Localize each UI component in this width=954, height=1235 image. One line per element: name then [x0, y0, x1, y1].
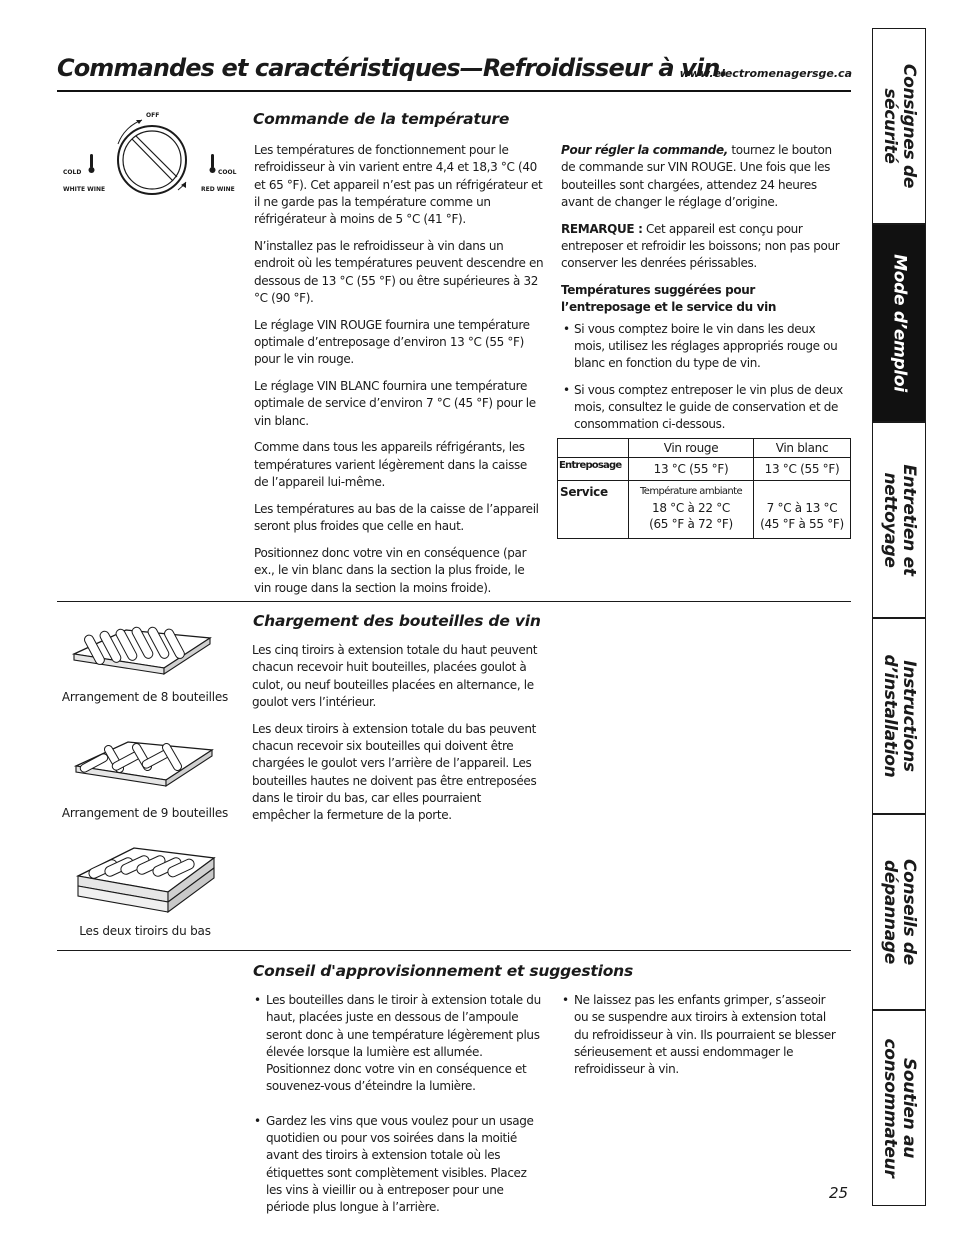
adjust-lead: Pour régler la commande,: [561, 143, 728, 157]
section-divider: [57, 950, 851, 951]
tips-list-left: [252, 992, 544, 1217]
temp-paragraph: Positionnez donc votre vin en conséquence (par ex., le vin blanc dans la section la plus froide, le vin rouge dans la section la moins froide).: [254, 545, 527, 595]
adjust-text: tournez le bouton de commande sur VIN ROUGE. Une fois que les bouteilles sont chargées, attendez 24 heures avant de changer le réglage d’origine.: [561, 143, 832, 209]
temperature-table-wrapper: [557, 438, 851, 539]
table-row: [558, 481, 851, 539]
loading-text-column: [252, 642, 542, 824]
page-number: 25: [829, 1184, 849, 1202]
row-label-service: Service: [558, 481, 629, 539]
caption-8-bottles: Arrangement de 8 bouteilles: [61, 690, 229, 704]
service-white-celsius: 7 °C à 13 °C: [766, 501, 838, 515]
table-row: [558, 458, 851, 481]
temperature-left-column: [254, 142, 544, 597]
suggested-temperatures-title: Températures suggérées pour l’entreposage et le service du vin: [561, 283, 777, 315]
service-red-fahrenheit: (65 °F à 72 °F): [649, 517, 733, 531]
tab-instructions-installation[interactable]: [872, 618, 926, 814]
page-title: Commandes et caractéristiques—Refroidisseur à vin.: [57, 54, 728, 82]
row-label-storage: Entreposage: [558, 458, 629, 481]
tab-soutien-consommateur[interactable]: [872, 1010, 926, 1206]
wine-drawer-icon: [72, 836, 222, 918]
tab-label: Instructions d’installation: [880, 654, 919, 778]
column-header-white: Vin blanc: [754, 439, 851, 458]
adjust-control-paragraph: [561, 142, 843, 211]
note-lead: REMARQUE :: [561, 221, 643, 236]
wine-drawer-icon: [68, 612, 218, 682]
tab-mode-emploi[interactable]: [872, 224, 926, 422]
suggestions-list: [561, 321, 843, 434]
dial-cold-label: COLD: [63, 169, 82, 176]
list-item: • Les bouteilles dans le tiroir à extension totale du haut, placées juste en dessous de l’ampoule seront donc à une température légèrement plus élevée lorsque la lumière est allumée. Positionnez donc votre vin en conséquence et souvenez-vous d’éteindre la lumière.: [252, 992, 544, 1096]
caption-9-bottles: Arrangement de 9 bouteilles: [61, 806, 229, 820]
header-rule: [57, 90, 851, 92]
note-text: Cet appareil est conçu pour entreposer et refroidir les boissons; non pas pour conserver les denrées périssables.: [561, 221, 840, 271]
tab-entretien-nettoyage[interactable]: [872, 422, 926, 618]
tab-label: Conseils de dépannage: [880, 859, 919, 965]
service-red-celsius: 18 °C à 22 °C: [651, 501, 730, 515]
wine-drawer-icon: [70, 724, 220, 794]
cell-storage-red: 13 °C (55 °F): [629, 458, 754, 481]
loading-paragraph: Les cinq tiroirs à extension totale du haut peuvent chacun recevoir huit bouteilles, placées goulot à culot, ou neuf bouteilles placées en alternance, le goulot vers l’intérieur.: [252, 643, 538, 709]
cell-service-white: [754, 481, 851, 539]
dial-off-label: OFF: [146, 112, 160, 119]
temperature-table: [557, 438, 851, 539]
note-paragraph: [561, 221, 843, 273]
drawer-8-bottles-illustration: [68, 612, 218, 682]
dial-cool-label: COOL: [218, 169, 237, 176]
list-item: • Ne laissez pas les enfants grimper, s’asseoir ou se suspendre aux tiroirs à extension total du refroidisseur à vin. Ils pourraient se blesser sérieusement et aussi endommager le refroidisseur à vin.: [560, 992, 842, 1078]
temp-paragraph: Comme dans tous les appareils réfrigérants, les températures varient légèrement dans la caisse de l’appareil lui-même.: [254, 440, 527, 490]
loading-heading: Chargement des bouteilles de vin: [253, 612, 541, 630]
temperature-right-column: [561, 142, 843, 442]
temp-paragraph: Les températures au bas de la caisse de l’appareil seront plus froides que celle en haut.: [254, 501, 539, 534]
tips-left-column: [252, 992, 544, 1234]
tab-conseils-depannage[interactable]: [872, 814, 926, 1010]
tab-label: Mode d’emploi: [889, 254, 910, 392]
tips-right-column: [560, 992, 842, 1095]
temp-paragraph: Le réglage VIN BLANC fournira une température optimale de service d’environ 7 °C (45 °F) pour le vin blanc.: [254, 379, 536, 428]
tab-consignes-securite[interactable]: [872, 28, 926, 224]
service-red-ambient: Température ambiante: [639, 486, 743, 497]
temperature-heading: Commande de la température: [253, 110, 510, 128]
loading-paragraph: Les deux tiroirs à extension totale du bas peuvent chacun recevoir six bouteilles qui doivent être chargées le goulot vers l’arrière de l’appareil. Les bouteilles hautes ne doivent pas être entreposées dans le tiroir du bas, car elles pourraient empêcher la fermeture de la porte.: [252, 721, 537, 823]
dial-white-wine-label: WHITE WINE: [63, 186, 106, 193]
website-url[interactable]: www.electromenagersge.ca: [679, 67, 852, 80]
tab-label: Consignes de sécurité: [880, 63, 919, 189]
temperature-dial-illustration: [60, 108, 240, 198]
section-divider: [57, 601, 851, 602]
temp-paragraph: Les températures de fonctionnement pour le refroidisseur à vin varient entre 4,4 et 18,3 °C (40 et 65 °F). Cet appareil n’est pas un réfrigérateur et il ne garde pas la température comme un réfrigérateur à moins de 5 °C (41 °F).: [254, 143, 543, 227]
tips-list-right: [560, 992, 842, 1078]
caption-bottom-drawers: Les deux tiroirs du bas: [79, 924, 211, 938]
tips-heading: Conseil d'approvisionnement et suggestions: [253, 962, 634, 980]
service-white-fahrenheit: (45 °F à 55 °F): [760, 517, 844, 531]
dial-icon: [60, 108, 240, 198]
list-item: • Si vous comptez entreposer le vin plus de deux mois, consultez le guide de conservation et de consommation ci-dessous.: [561, 382, 843, 434]
bottom-drawers-illustration: [72, 836, 222, 918]
tab-label: Soutien au consommateur: [880, 1038, 919, 1178]
cell-storage-white: 13 °C (55 °F): [754, 458, 851, 481]
list-item: • Gardez les vins que vous voulez pour un usage quotidien ou pour vos soirées dans la moitié avant des tiroirs à extension totale où les étiquettes sont complètement visibles. Placez les vins à vieillir ou à entreposer pour une période plus longue à l’arrière.: [252, 1113, 544, 1217]
dial-red-wine-label: RED WINE: [201, 186, 235, 193]
cell-service-red: [629, 481, 754, 539]
temp-paragraph: Le réglage VIN ROUGE fournira une température optimale d’entreposage d’environ 13 °C (55 °F) pour le vin rouge.: [254, 317, 530, 367]
table-row: [558, 439, 851, 458]
column-header-red: Vin rouge: [629, 439, 754, 458]
temp-paragraph: N’installez pas le refroidisseur à vin dans un endroit où les températures peuvent descendre en dessous de 13 °C (55 °F) ou être supérieures à 32 °C (90 °F).: [254, 238, 544, 305]
list-item: • Si vous comptez boire le vin dans les deux mois, utilisez les réglages appropriés rouge ou blanc en fonction du type de vin.: [561, 321, 843, 373]
drawer-9-bottles-illustration: [70, 724, 220, 794]
tab-label: Entretien et nettoyage: [880, 464, 919, 576]
table-corner: [558, 439, 629, 458]
